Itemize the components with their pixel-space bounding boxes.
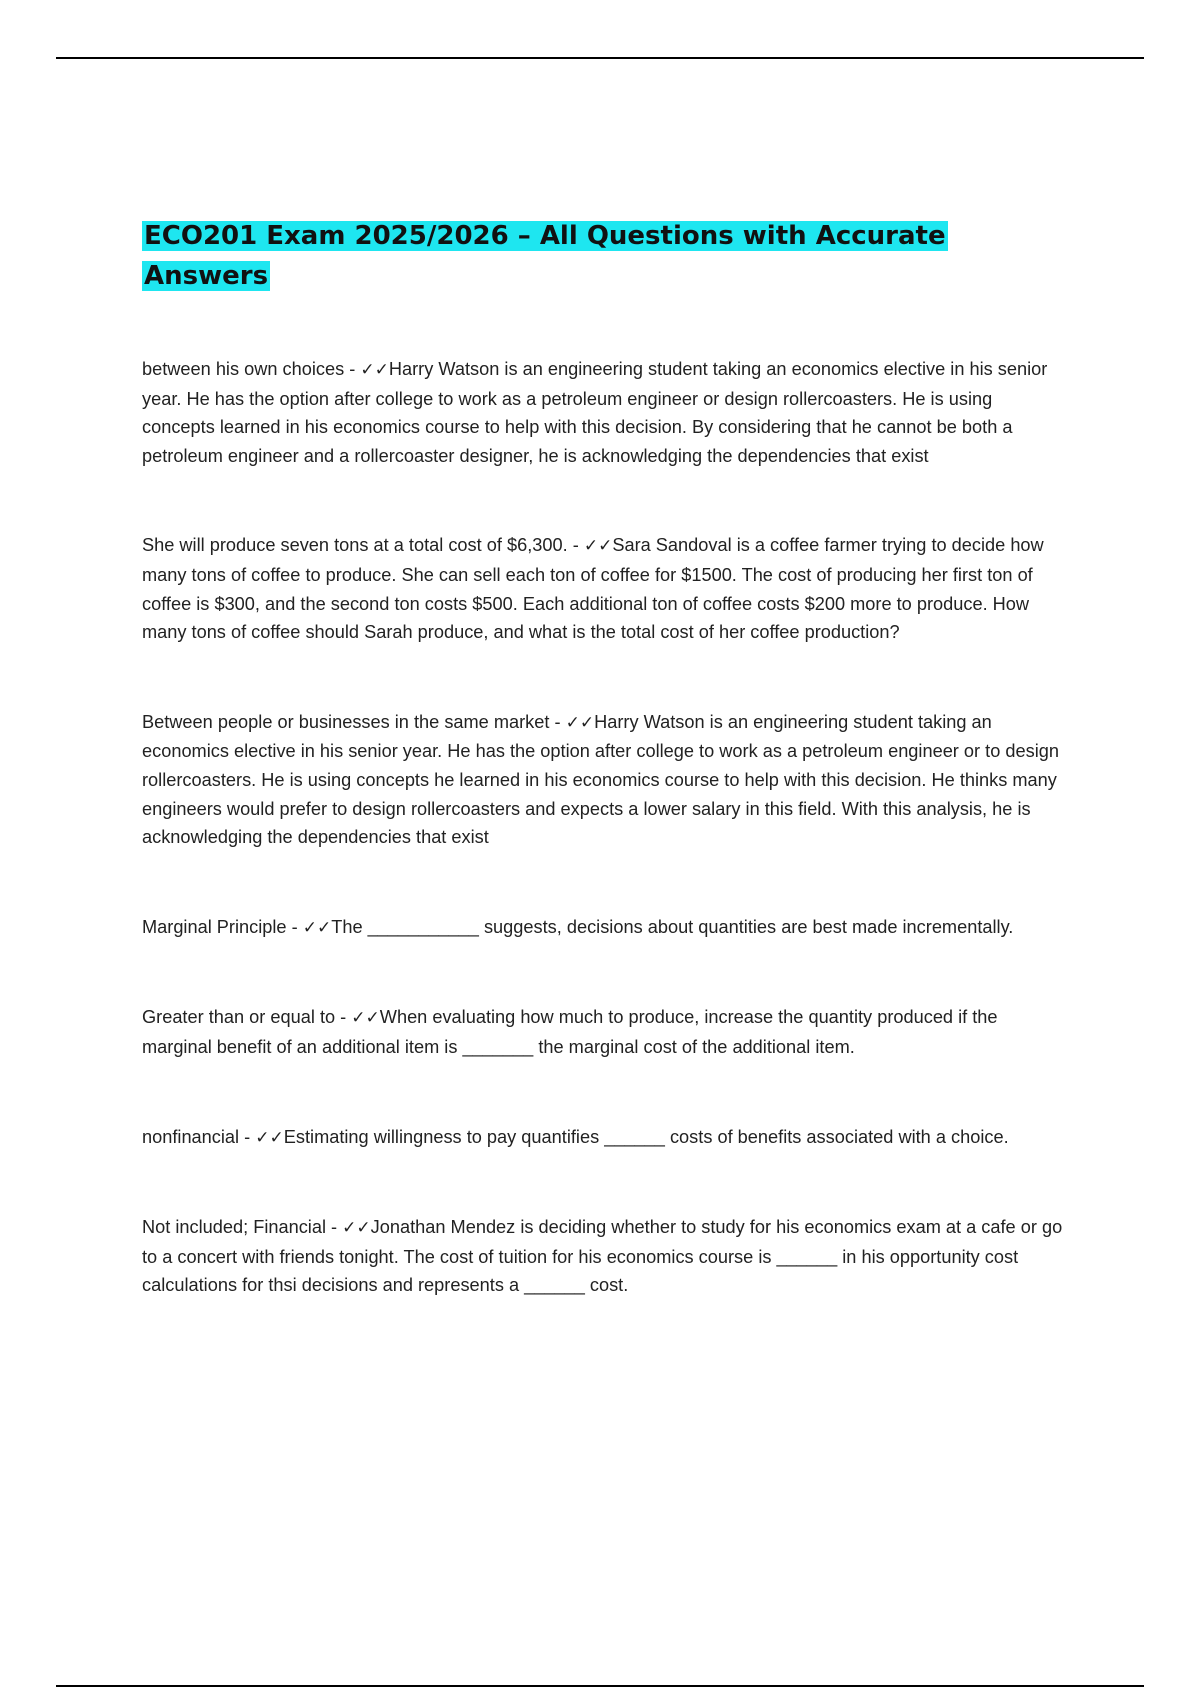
- check-mark-icon: ✓✓: [565, 712, 595, 733]
- qa-answer: between his own choices: [142, 359, 345, 379]
- qa-answer: nonfinancial: [142, 1126, 240, 1147]
- qa-answer: Not included; Financial: [142, 1217, 326, 1238]
- qa-list: [142, 355, 1067, 1300]
- qa-item: [142, 531, 1067, 646]
- document-title: [142, 216, 1002, 296]
- qa-separator: -: [286, 916, 303, 937]
- qa-item: [142, 708, 1067, 852]
- check-mark-icon: ✓✓: [583, 536, 613, 557]
- qa-item: [142, 355, 1067, 470]
- title-highlight: ECO201 Exam 2025/2026 – All Questions with Accurate Answers: [144, 221, 946, 291]
- check-mark-icon: ✓✓: [360, 360, 389, 380]
- qa-item: [142, 1213, 1067, 1300]
- qa-question: Estimating willingness to pay quantifies ______ costs of benefits associated with a choice.: [283, 1126, 1009, 1147]
- qa-question: The ___________ suggests, decisions about quantities are best made incrementally.: [331, 916, 1014, 937]
- qa-answer: Greater than or equal to: [142, 1007, 336, 1028]
- qa-item: [142, 913, 1067, 943]
- qa-answer: She will produce seven tons at a total cost of $6,300.: [142, 535, 568, 556]
- qa-separator: -: [335, 1007, 352, 1028]
- qa-question: Sara Sandoval is a coffee farmer trying to decide how many tons of coffee to produce. She can sell each ton of coffee for $1500. The cost of producing her first ton of coffee is $300, and the second ton costs $500. Each additional ton of coffee costs $200 more to produce. How many tons of coffee should Sarah produce, and what is the total cost of her coffee production?: [142, 535, 1044, 643]
- qa-separator: -: [549, 711, 566, 732]
- header-rule: [56, 57, 1144, 59]
- footer-rule: [56, 1685, 1144, 1687]
- qa-question: Harry Watson is an engineering student taking an economics elective in his senior year. He has the option after college to work as a petroleum engineer or design rollercoasters. He is using concepts learned in his economics course to help with this decision. By considering that he cannot be both a petroleum engineer and a rollercoaster designer, he is acknowledging the dependencies that exist: [142, 359, 1048, 466]
- qa-question: Harry Watson is an engineering student taking an economics elective in his senior year. He has the option after college to work as a petroleum engineer or to design rollercoasters. He is using concepts he learned in his economics course to help with this decision. He thinks many engineers would prefer to design rollercoasters and expects a lower salary in this field. With this analysis, he is acknowledging the dependencies that exist: [142, 711, 1059, 848]
- qa-separator: -: [326, 1217, 343, 1238]
- check-mark-icon: ✓✓: [255, 1127, 284, 1148]
- check-mark-icon: ✓✓: [302, 917, 332, 938]
- qa-separator: -: [239, 1126, 256, 1147]
- qa-item: [142, 1123, 1067, 1153]
- check-mark-icon: ✓✓: [342, 1218, 371, 1239]
- qa-answer: Between people or businesses in the same market: [142, 711, 550, 732]
- qa-separator: -: [567, 535, 584, 556]
- check-mark-icon: ✓✓: [351, 1008, 380, 1029]
- qa-answer: Marginal Principle: [142, 916, 287, 937]
- qa-question: When evaluating how much to produce, increase the quantity produced if the marginal benefit of an additional item is _______ the marginal cost of the additional item.: [142, 1007, 998, 1057]
- qa-item: [142, 1003, 1067, 1061]
- qa-separator: -: [344, 359, 361, 379]
- qa-question: Jonathan Mendez is deciding whether to study for his economics exam at a cafe or go to a concert with friends tonight. The cost of tuition for his economics course is ______ in his opportunity cost calculations for thsi decisions and represents a ______ cost.: [142, 1217, 1063, 1296]
